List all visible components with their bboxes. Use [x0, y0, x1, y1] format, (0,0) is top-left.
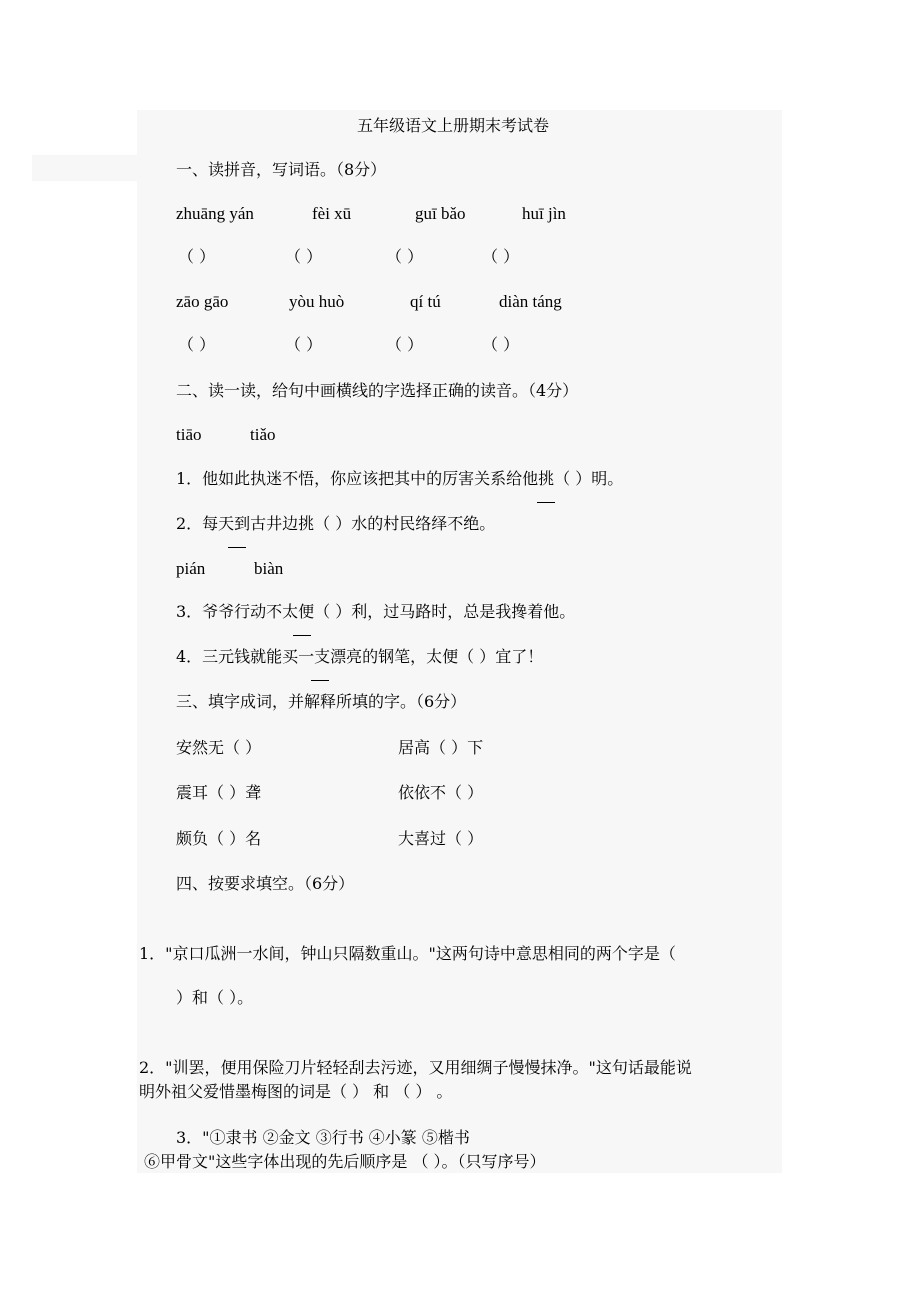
- underline-mark: [228, 547, 246, 548]
- pinyin-item: huī jìn: [522, 204, 566, 223]
- idiom-item: 居高（ ）下: [398, 738, 484, 757]
- pinyin-item: fèi xū: [312, 204, 352, 223]
- underline-mark: [293, 635, 311, 636]
- idiom-item: 颇负（ ）名: [176, 829, 262, 848]
- question-3-line1: 3．"①隶书 ②金文 ③行书 ④小篆 ⑤楷书: [176, 1128, 470, 1147]
- pinyin-item: diàn táng: [499, 292, 562, 311]
- pinyin-option: biàn: [254, 559, 284, 578]
- question-2-line2: 明外祖父爱惜墨梅图的词是（ ） 和 （ ） 。: [139, 1082, 453, 1101]
- pinyin-item: zhuāng yán: [176, 204, 254, 223]
- answer-blank[interactable]: （ ）: [178, 335, 216, 354]
- section3-heading: 三、填字成词，并解释所填的字。（6分）: [176, 692, 467, 711]
- answer-blank[interactable]: （ ）: [285, 247, 323, 266]
- answer-blank[interactable]: （ ）: [386, 247, 424, 266]
- question-1-line2: ）和（ ）。: [176, 988, 254, 1007]
- answer-blank[interactable]: （ ）: [285, 335, 323, 354]
- pinyin-item: qí tú: [410, 292, 441, 311]
- section4-heading: 四、按要求填空。（6分）: [176, 874, 355, 893]
- underline-mark: [537, 502, 555, 503]
- question-3-line2: ⑥甲骨文"这些字体出现的先后顺序是 （ ）。（只写序号）: [144, 1152, 546, 1171]
- answer-blank[interactable]: （ ）: [482, 335, 520, 354]
- idiom-item: 安然无（ ）: [176, 738, 262, 757]
- pinyin-item: guī bǎo: [415, 204, 466, 223]
- idiom-item: 大喜过（ ）: [398, 829, 484, 848]
- idiom-item: 依依不（ ）: [398, 783, 484, 802]
- section1-heading: 一、读拼音，写词语。（8分）: [176, 160, 387, 179]
- sentence-2: 2．每天到古井边挑（ ）水的村民络绎不绝。: [176, 514, 496, 533]
- idiom-item: 震耳（ ）聋: [176, 783, 262, 802]
- sentence-4: 4．三元钱就能买一支漂亮的钢笔，太便（ ）宜了！: [176, 647, 544, 666]
- pinyin-item: yòu huò: [289, 292, 345, 311]
- question-2-line1: 2．"训罢，便用保险刀片轻轻刮去污迹，又用细绸子慢慢抹净。"这句话最能说: [139, 1058, 692, 1077]
- answer-blank[interactable]: （ ）: [386, 335, 424, 354]
- margin-strip: [32, 155, 137, 181]
- answer-blank[interactable]: （ ）: [482, 247, 520, 266]
- pinyin-option: pián: [176, 559, 206, 578]
- paper-background: [137, 110, 782, 1173]
- section2-heading: 二、读一读，给句中画横线的字选择正确的读音。（4分）: [176, 381, 579, 400]
- exam-title: 五年级语文上册期末考试卷: [357, 116, 550, 135]
- sentence-3: 3．爷爷行动不太便（ ）利，过马路时，总是我搀着他。: [176, 602, 576, 621]
- question-1-line1: 1．"京口瓜洲一水间，钟山只隔数重山。"这两句诗中意思相同的两个字是（: [139, 944, 676, 963]
- underline-mark: [311, 680, 329, 681]
- pinyin-option: tiāo: [176, 425, 202, 444]
- sentence-1: 1．他如此执迷不悟，你应该把其中的厉害关系给他挑（ ）明。: [176, 469, 624, 488]
- answer-blank[interactable]: （ ）: [178, 247, 216, 266]
- pinyin-option: tiǎo: [250, 425, 276, 444]
- pinyin-item: zāo gāo: [176, 292, 229, 311]
